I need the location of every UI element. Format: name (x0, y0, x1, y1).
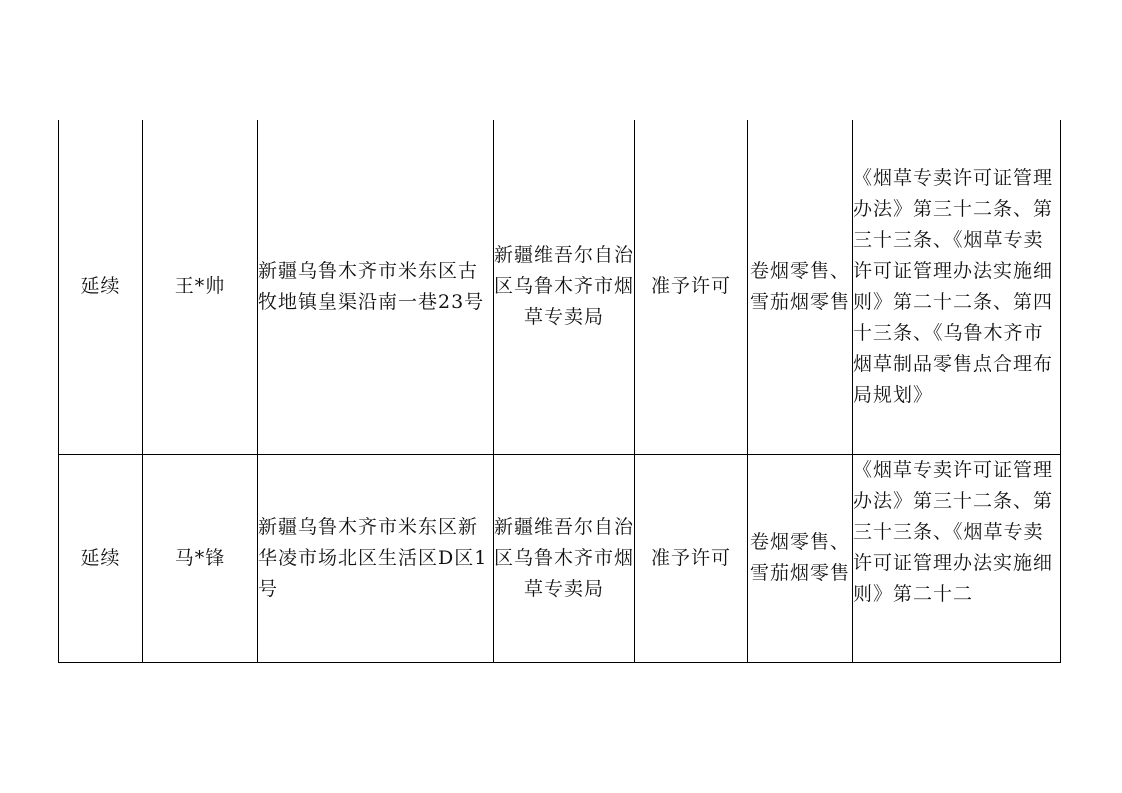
decision-cell: 准予许可 (635, 454, 748, 662)
business-address-cell: 新疆乌鲁木齐市米东区古牧地镇皇渠沿南一巷23号 (258, 120, 494, 454)
permit-type-cell: 延续 (59, 454, 143, 662)
issuing-authority-cell: 新疆维吾尔自治区乌鲁木齐市烟草专卖局 (494, 120, 635, 454)
decision-cell: 准予许可 (635, 120, 748, 454)
legal-basis-cell (853, 454, 1061, 662)
table-row (59, 454, 1061, 662)
legal-basis-cell (853, 120, 1061, 454)
legal-basis-text: 《烟草专卖许可证管理办法》第三十二条、第三十三条、《烟草专卖许可证管理办法实施细则》第二十二 (853, 458, 1054, 605)
legal-basis-text: 《烟草专卖许可证管理办法》第三十二条、第三十三条、《烟草专卖许可证管理办法实施细则》第二十二条、第四十三条、《乌鲁木齐市烟草制品零售点合理布局规划》 (853, 166, 1054, 406)
permit-type-cell: 延续 (59, 120, 143, 454)
business-scope-cell: 卷烟零售、雪茄烟零售 (748, 120, 853, 454)
license-table (58, 120, 1061, 663)
issuing-authority-cell: 新疆维吾尔自治区乌鲁木齐市烟草专卖局 (494, 454, 635, 662)
applicant-name-cell: 马*锋 (143, 454, 258, 662)
table-row (59, 120, 1061, 454)
business-scope-cell: 卷烟零售、雪茄烟零售 (748, 454, 853, 662)
applicant-name-cell: 王*帅 (143, 120, 258, 454)
business-address-cell: 新疆乌鲁木齐市米东区新华凌市场北区生活区D区1号 (258, 454, 494, 662)
